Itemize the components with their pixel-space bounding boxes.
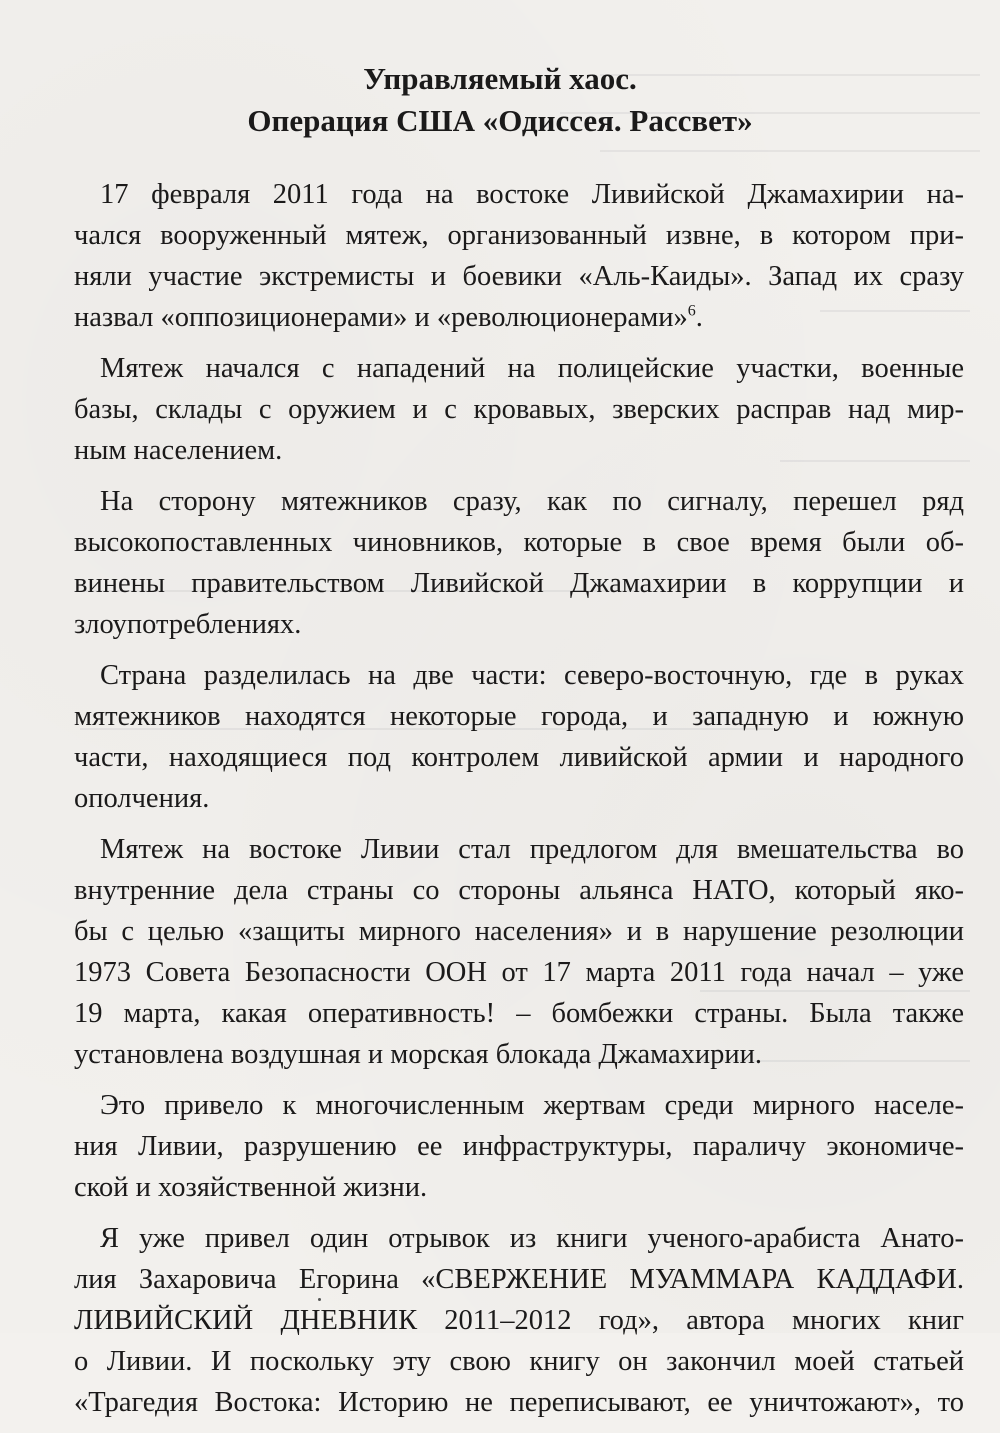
text-line: Мятеж начался с нападений на полицейские участки, военные: [100, 353, 964, 384]
text-line: ополчения.: [74, 783, 210, 814]
text-line: Страна разделилась на две части: северо-восточную, где в руках: [100, 660, 964, 691]
text-line: мятежников находятся некоторые города, и западную и южную: [74, 701, 964, 732]
text-line: назвал «оппозиционерами» и «революционерами»: [74, 302, 688, 333]
text-line: ЛИВИЙСКИЙ ДНЕВНИК 2011–2012 год», автора многих книг: [74, 1305, 964, 1336]
text-line: высокопоставленных чиновников, которые в свое время были об-: [74, 527, 964, 558]
text-line: базы, склады с оружием и с кровавых, зверских расправ над мир-: [74, 394, 964, 425]
chapter-title-line-1: Управляемый хаос.: [363, 61, 637, 96]
text-line: ным населением.: [74, 435, 283, 466]
paragraph-7: [74, 1218, 964, 1423]
paragraph-4: [74, 655, 964, 819]
text-line: винены правительством Ливийской Джамахирии в коррупции и: [74, 568, 964, 599]
text-line: няли участие экстремисты и боевики «Аль-Каиды». Запад их сразу: [74, 261, 964, 292]
text-line: установлена воздушная и морская блокада Джамахирии.: [74, 1039, 763, 1070]
text-line: ния Ливии, разрушению ее инфраструктуры, параличу экономиче-: [74, 1131, 964, 1162]
printing-speck: [318, 1298, 321, 1301]
chapter-title: [0, 58, 1000, 142]
text-line: злоупотреблениях.: [74, 609, 302, 640]
text-line: ской и хозяйственной жизни.: [74, 1172, 428, 1203]
text-line-tail: .: [695, 302, 703, 333]
text-line: Я уже привел один отрывок из книги ученого-арабиста Анато-: [100, 1223, 964, 1254]
text-line: Это привело к многочисленным жертвам среди мирного населе-: [100, 1090, 964, 1121]
body-text: [74, 174, 964, 1433]
text-line: 17 февраля 2011 года на востоке Ливийской Джамахирии на-: [100, 179, 964, 210]
text-line: Мятеж на востоке Ливии стал предлогом для вмешательства во: [100, 834, 964, 865]
text-line: части, находящиеся под контролем ливийской армии и народного: [74, 742, 964, 773]
text-line: «Трагедия Востока: Историю не переписывают, ее уничтожают», то: [74, 1387, 964, 1418]
text-line: внутренние дела страны со стороны альянса НАТО, который яко-: [74, 875, 964, 906]
text-line: На сторону мятежников сразу, как по сигналу, перешел ряд: [100, 486, 964, 517]
paragraph-3: [74, 481, 964, 645]
paragraph-1: [74, 174, 964, 338]
text-line: 19 марта, какая оперативность! – бомбежки страны. Была также: [74, 998, 964, 1029]
paragraph-5: [74, 829, 964, 1075]
text-line: 1973 Совета Безопасности ООН от 17 марта 2011 года начал – уже: [74, 957, 964, 988]
text-line: бы с целью «защиты мирного населения» и в нарушение резолюции: [74, 916, 964, 947]
paragraph-2: [74, 348, 964, 471]
text-line-with-footnote: [74, 297, 964, 338]
text-line: чался вооруженный мятеж, организованный извне, в котором при-: [74, 220, 964, 251]
chapter-title-line-2: Операция США «Одиссея. Рассвет»: [247, 103, 753, 138]
text-line: о Ливии. И поскольку эту свою книгу он закончил моей статьей: [74, 1346, 964, 1377]
text-line: лия Захаровича Егорина «СВЕРЖЕНИЕ МУАММАРА КАДДАФИ.: [74, 1264, 964, 1295]
footnote-marker: 6: [687, 302, 696, 320]
paragraph-6: [74, 1085, 964, 1208]
